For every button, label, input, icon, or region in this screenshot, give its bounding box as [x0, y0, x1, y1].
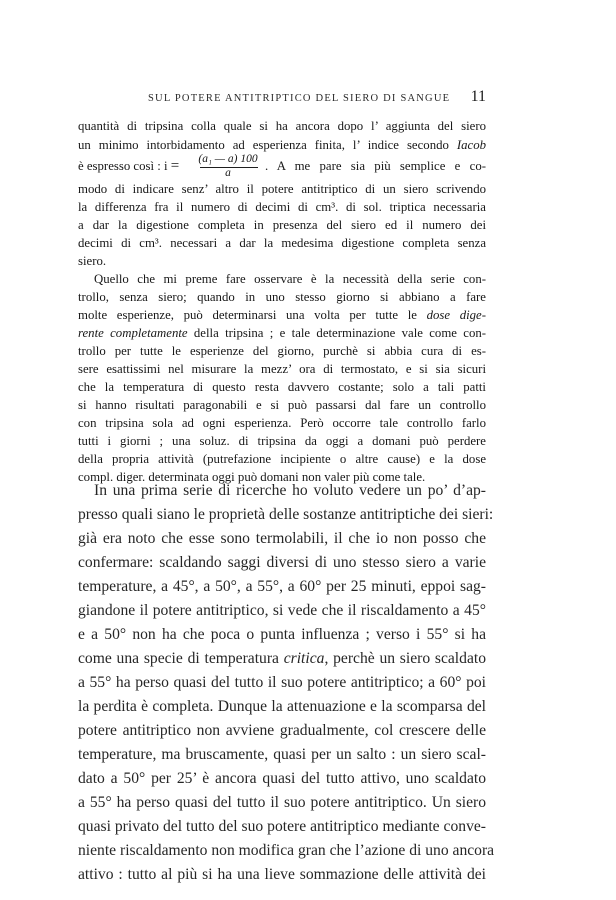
text-line: la perdita è completa. Dunque la attenuazione e la scomparsa del: [78, 698, 486, 715]
text-line-formula-right: . A me pare sia più semplice e co-: [265, 159, 486, 173]
formula-numerator: (a₁ — a) 100: [198, 153, 258, 165]
text-line: rente completamente della tripsina ; e tale determinazione vale come con-: [78, 326, 486, 340]
author-name: Iacob: [456, 138, 486, 152]
text-line: potere antitriptico non avviene gradualmente, col crescere delle: [78, 722, 486, 739]
text-line: quantità di tripsina colla quale si ha ancora dopo l’ aggiunta del siero: [78, 119, 486, 133]
text-line: presso quali siano le proprietà delle sostanze antitriptiche dei sieri:: [78, 506, 494, 523]
text-line: a 55° ha perso quasi del tutto il suo potere antitriptico. Un siero: [78, 794, 486, 811]
text-line: Quello che mi preme fare osservare è la necessità della serie con-: [94, 272, 486, 286]
text-line: a dar la digestione completa in presenza del siero ed il numero dei: [78, 218, 486, 232]
text-line: con tripsina sola ad ogni esperienza. Però occorre tale controllo farlo: [78, 416, 486, 430]
page-header: [78, 90, 486, 106]
text-line: siero.: [78, 254, 107, 268]
text-line: giandone il potere antitriptico, si vede che il riscaldamento a 45°: [78, 602, 486, 619]
text-line: decimi di cm³. necessari a dar la medesima digestione completa senza: [78, 236, 486, 250]
text-line: temperature, a 45°, a 50°, a 55°, a 60° per 25 minuti, eppoi sag-: [78, 578, 486, 595]
page-number: 11: [470, 88, 486, 105]
text-line: trollo, senza siero; quando in uno stesso giorno si abbiano a fare: [78, 290, 486, 304]
text-line: confermare: scaldando saggi diversi di uno stesso siero a varie: [78, 554, 486, 571]
text-line: si hanno risultati paragonabili e si può passarsi dal fare un controllo: [78, 398, 486, 412]
text-line: niente riscaldamento non modifica gran che l’azione di uno ancora: [78, 842, 495, 859]
text-line: molte esperienze, può determinarsi una volta per tutte le dose dige-: [78, 308, 486, 322]
text-line: tutti i giorni ; una soluz. di tripsina da oggi a domani può perdere: [78, 434, 486, 448]
text-line: compl. diger. determinata oggi può domani non valer più come tale.: [78, 470, 426, 484]
text-line: che la temperatura di questo resta davvero costante; solo a tali patti: [78, 380, 486, 394]
text-line: già era noto che esse sono termolabili, il che io non posso che: [78, 530, 486, 547]
text-line: della propria attività (putrefazione incipiente o altre cause) e la dose: [78, 452, 486, 466]
text-line: temperature, ma bruscamente, quasi per un salto : un siero scal-: [78, 746, 486, 763]
formula-denominator: a: [225, 167, 231, 179]
text-line: come una specie di temperatura critica, perchè un siero scaldato: [78, 650, 486, 667]
text-line: e a 50° non ha che poca o punta influenza ; verso i 55° si ha: [78, 626, 486, 643]
text-line: quasi privato del tutto del suo potere antitriptico mediante conve-: [78, 818, 486, 835]
text-line: modo di indicare senz’ altro il potere antitriptico di un siero scrivendo: [78, 182, 486, 196]
text-line: dato a 50° per 25’ è ancora quasi del tutto attivo, uno scaldato: [78, 770, 486, 787]
text-line: a 55° ha perso quasi del tutto il suo potere antitriptico; a 60° poi: [78, 674, 486, 691]
running-title: SUL POTERE ANTITRIPTICO DEL SIERO DI SANGUE: [148, 93, 451, 104]
text-line: la differenza fra il numero di decimi di cm³. di sol. triptica necessaria: [78, 200, 486, 214]
text-line: un minimo intorbidamento ad esperienza finita, l’ indice secondo Iacob: [78, 138, 486, 152]
text-line: sere esattissimi nel misurare la mezz’ ora di termostato, e si sia sicuri: [78, 362, 486, 376]
text-line: trollo per tutte le esperienze del giorno, purchè si abbia cura di es-: [78, 344, 486, 358]
text-line: In una prima serie di ricerche ho voluto vedere un po’ d’ap-: [94, 482, 486, 499]
inhibition-index-formula: [198, 153, 258, 183]
text-line-formula-left: è espresso così : i =: [78, 158, 180, 174]
text-line: attivo : tutto al più si ha una lieve sommazione delle attività dei: [78, 866, 486, 883]
